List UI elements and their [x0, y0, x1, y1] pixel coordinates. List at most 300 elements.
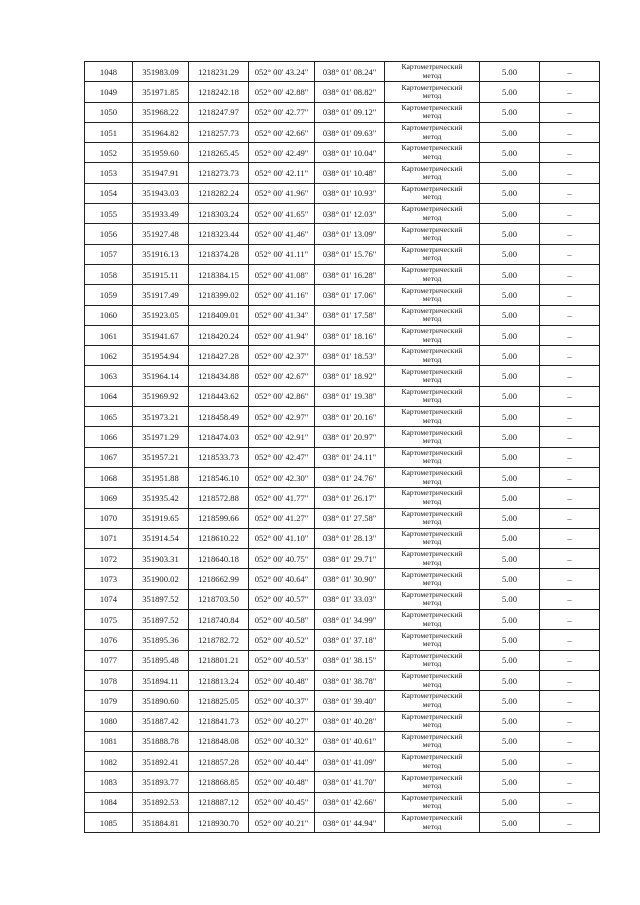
- method-line: метод: [422, 456, 442, 466]
- accuracy-cell: 5.00: [480, 630, 540, 650]
- y-coordinate-cell: 1218813.24: [189, 670, 249, 690]
- latitude-cell: 052° 00' 42.97": [249, 407, 315, 427]
- method-line: Картометрический: [401, 610, 463, 620]
- accuracy-cell: 5.00: [480, 731, 540, 751]
- accuracy-cell: 5.00: [480, 650, 540, 670]
- table-row: [85, 244, 600, 264]
- table-row: [85, 366, 600, 386]
- longitude-cell: 038° 01' 17.58": [315, 305, 385, 325]
- accuracy-cell: 5.00: [480, 447, 540, 467]
- table-row: [85, 82, 600, 102]
- method-cell: [385, 122, 480, 142]
- point-number-cell: 1078: [85, 670, 133, 690]
- point-number-cell: 1077: [85, 650, 133, 670]
- method-cell: [385, 244, 480, 264]
- y-coordinate-cell: 1218303.24: [189, 204, 249, 224]
- point-number-cell: 1067: [85, 447, 133, 467]
- y-coordinate-cell: 1218265.45: [189, 143, 249, 163]
- point-number-cell: 1069: [85, 488, 133, 508]
- table-row: [85, 650, 600, 670]
- point-number-cell: 1070: [85, 508, 133, 528]
- x-coordinate-cell: 351914.54: [133, 528, 189, 548]
- note-cell: –: [540, 62, 600, 82]
- method-line: метод: [422, 598, 442, 608]
- x-coordinate-cell: 351933.49: [133, 204, 189, 224]
- y-coordinate-cell: 1218443.62: [189, 386, 249, 406]
- method-line: Картометрический: [401, 447, 463, 457]
- longitude-cell: 038° 01' 44.94": [315, 812, 385, 832]
- table-row: [85, 731, 600, 751]
- table-row: [85, 549, 600, 569]
- x-coordinate-cell: 351895.48: [133, 650, 189, 670]
- x-coordinate-cell: 351964.14: [133, 366, 189, 386]
- method-line: метод: [422, 801, 442, 811]
- coordinates-table: [84, 61, 600, 833]
- latitude-cell: 052° 00' 41.46": [249, 224, 315, 244]
- method-line: Картометрический: [401, 691, 463, 701]
- method-line: метод: [422, 638, 442, 648]
- accuracy-cell: 5.00: [480, 691, 540, 711]
- latitude-cell: 052° 00' 40.32": [249, 731, 315, 751]
- x-coordinate-cell: 351903.31: [133, 549, 189, 569]
- x-coordinate-cell: 351887.42: [133, 711, 189, 731]
- method-cell: [385, 183, 480, 203]
- method-cell: [385, 488, 480, 508]
- x-coordinate-cell: 351941.67: [133, 325, 189, 345]
- accuracy-cell: 5.00: [480, 772, 540, 792]
- longitude-cell: 038° 01' 37.18": [315, 630, 385, 650]
- method-line: Картометрический: [401, 468, 463, 478]
- x-coordinate-cell: 351893.77: [133, 772, 189, 792]
- method-line: метод: [422, 90, 442, 100]
- method-line: Картометрический: [401, 589, 463, 599]
- x-coordinate-cell: 351919.65: [133, 508, 189, 528]
- method-line: Картометрический: [401, 224, 463, 234]
- method-line: метод: [422, 496, 442, 506]
- longitude-cell: 038° 01' 41.70": [315, 772, 385, 792]
- note-cell: –: [540, 731, 600, 751]
- method-cell: [385, 467, 480, 487]
- x-coordinate-cell: 351915.11: [133, 264, 189, 284]
- point-number-cell: 1071: [85, 528, 133, 548]
- y-coordinate-cell: 1218323.44: [189, 224, 249, 244]
- note-cell: –: [540, 285, 600, 305]
- table-row: [85, 467, 600, 487]
- longitude-cell: 038° 01' 10.93": [315, 183, 385, 203]
- accuracy-cell: 5.00: [480, 670, 540, 690]
- accuracy-cell: 5.00: [480, 711, 540, 731]
- longitude-cell: 038° 01' 10.04": [315, 143, 385, 163]
- method-line: Картометрический: [401, 184, 463, 194]
- method-line: Картометрический: [401, 529, 463, 539]
- point-number-cell: 1057: [85, 244, 133, 264]
- y-coordinate-cell: 1218640.18: [189, 549, 249, 569]
- longitude-cell: 038° 01' 08.24": [315, 62, 385, 82]
- x-coordinate-cell: 351964.82: [133, 122, 189, 142]
- latitude-cell: 052° 00' 40.75": [249, 549, 315, 569]
- note-cell: –: [540, 467, 600, 487]
- accuracy-cell: 5.00: [480, 285, 540, 305]
- point-number-cell: 1064: [85, 386, 133, 406]
- method-cell: [385, 143, 480, 163]
- accuracy-cell: 5.00: [480, 62, 540, 82]
- method-cell: [385, 691, 480, 711]
- point-number-cell: 1052: [85, 143, 133, 163]
- point-number-cell: 1061: [85, 325, 133, 345]
- method-line: метод: [422, 578, 442, 588]
- table-body: [85, 62, 600, 833]
- y-coordinate-cell: 1218930.70: [189, 812, 249, 832]
- table-row: [85, 670, 600, 690]
- method-cell: [385, 407, 480, 427]
- y-coordinate-cell: 1218848.08: [189, 731, 249, 751]
- accuracy-cell: 5.00: [480, 752, 540, 772]
- accuracy-cell: 5.00: [480, 427, 540, 447]
- x-coordinate-cell: 351897.52: [133, 610, 189, 630]
- accuracy-cell: 5.00: [480, 224, 540, 244]
- latitude-cell: 052° 00' 42.88": [249, 82, 315, 102]
- method-line: Картометрический: [401, 427, 463, 437]
- method-line: метод: [422, 659, 442, 669]
- latitude-cell: 052° 00' 42.30": [249, 467, 315, 487]
- method-cell: [385, 812, 480, 832]
- latitude-cell: 052° 00' 40.52": [249, 630, 315, 650]
- accuracy-cell: 5.00: [480, 549, 540, 569]
- method-line: метод: [422, 699, 442, 709]
- method-line: метод: [422, 557, 442, 567]
- note-cell: –: [540, 102, 600, 122]
- latitude-cell: 052° 00' 41.96": [249, 183, 315, 203]
- table-row: [85, 508, 600, 528]
- y-coordinate-cell: 1218610.22: [189, 528, 249, 548]
- note-cell: –: [540, 163, 600, 183]
- method-cell: [385, 792, 480, 812]
- longitude-cell: 038° 01' 29.71": [315, 549, 385, 569]
- latitude-cell: 052° 00' 42.66": [249, 122, 315, 142]
- y-coordinate-cell: 1218703.50: [189, 589, 249, 609]
- method-line: Картометрический: [401, 732, 463, 742]
- x-coordinate-cell: 351916.13: [133, 244, 189, 264]
- latitude-cell: 052° 00' 42.67": [249, 366, 315, 386]
- x-coordinate-cell: 351943.03: [133, 183, 189, 203]
- note-cell: –: [540, 82, 600, 102]
- note-cell: –: [540, 346, 600, 366]
- table-row: [85, 102, 600, 122]
- latitude-cell: 052° 00' 41.77": [249, 488, 315, 508]
- method-cell: [385, 325, 480, 345]
- longitude-cell: 038° 01' 33.03": [315, 589, 385, 609]
- table-row: [85, 711, 600, 731]
- longitude-cell: 038° 01' 30.90": [315, 569, 385, 589]
- y-coordinate-cell: 1218420.24: [189, 325, 249, 345]
- y-coordinate-cell: 1218572.88: [189, 488, 249, 508]
- method-cell: [385, 670, 480, 690]
- accuracy-cell: 5.00: [480, 102, 540, 122]
- y-coordinate-cell: 1218801.21: [189, 650, 249, 670]
- method-line: Картометрический: [401, 163, 463, 173]
- method-cell: [385, 731, 480, 751]
- method-line: Картометрический: [401, 326, 463, 336]
- longitude-cell: 038° 01' 13.09": [315, 224, 385, 244]
- latitude-cell: 052° 00' 42.47": [249, 447, 315, 467]
- point-number-cell: 1058: [85, 264, 133, 284]
- latitude-cell: 052° 00' 42.86": [249, 386, 315, 406]
- method-line: метод: [422, 273, 442, 283]
- longitude-cell: 038° 01' 20.97": [315, 427, 385, 447]
- latitude-cell: 052° 00' 40.45": [249, 792, 315, 812]
- method-cell: [385, 386, 480, 406]
- accuracy-cell: 5.00: [480, 407, 540, 427]
- accuracy-cell: 5.00: [480, 264, 540, 284]
- y-coordinate-cell: 1218399.02: [189, 285, 249, 305]
- latitude-cell: 052° 00' 40.37": [249, 691, 315, 711]
- point-number-cell: 1083: [85, 772, 133, 792]
- table-row: [85, 772, 600, 792]
- method-line: Картометрический: [401, 407, 463, 417]
- note-cell: –: [540, 589, 600, 609]
- point-number-cell: 1063: [85, 366, 133, 386]
- x-coordinate-cell: 351971.29: [133, 427, 189, 447]
- note-cell: –: [540, 427, 600, 447]
- point-number-cell: 1062: [85, 346, 133, 366]
- method-line: Картометрический: [401, 549, 463, 559]
- longitude-cell: 038° 01' 41.09": [315, 752, 385, 772]
- method-line: метод: [422, 192, 442, 202]
- method-line: Картометрический: [401, 346, 463, 356]
- point-number-cell: 1050: [85, 102, 133, 122]
- method-cell: [385, 650, 480, 670]
- latitude-cell: 052° 00' 40.57": [249, 589, 315, 609]
- method-line: метод: [422, 354, 442, 364]
- point-number-cell: 1080: [85, 711, 133, 731]
- method-line: метод: [422, 740, 442, 750]
- accuracy-cell: 5.00: [480, 488, 540, 508]
- note-cell: –: [540, 143, 600, 163]
- accuracy-cell: 5.00: [480, 528, 540, 548]
- latitude-cell: 052° 00' 43.24": [249, 62, 315, 82]
- method-cell: [385, 204, 480, 224]
- latitude-cell: 052° 00' 40.48": [249, 772, 315, 792]
- note-cell: –: [540, 670, 600, 690]
- table-row: [85, 812, 600, 832]
- latitude-cell: 052° 00' 42.77": [249, 102, 315, 122]
- longitude-cell: 038° 01' 26.17": [315, 488, 385, 508]
- method-line: Картометрический: [401, 82, 463, 92]
- accuracy-cell: 5.00: [480, 386, 540, 406]
- point-number-cell: 1072: [85, 549, 133, 569]
- x-coordinate-cell: 351951.88: [133, 467, 189, 487]
- y-coordinate-cell: 1218868.85: [189, 772, 249, 792]
- point-number-cell: 1068: [85, 467, 133, 487]
- x-coordinate-cell: 351957.21: [133, 447, 189, 467]
- y-coordinate-cell: 1218782.72: [189, 630, 249, 650]
- accuracy-cell: 5.00: [480, 305, 540, 325]
- point-number-cell: 1082: [85, 752, 133, 772]
- method-line: метод: [422, 375, 442, 385]
- x-coordinate-cell: 351927.48: [133, 224, 189, 244]
- longitude-cell: 038° 01' 18.92": [315, 366, 385, 386]
- x-coordinate-cell: 351959.60: [133, 143, 189, 163]
- table-row: [85, 62, 600, 82]
- method-line: Картометрический: [401, 62, 463, 72]
- point-number-cell: 1049: [85, 82, 133, 102]
- table-row: [85, 386, 600, 406]
- method-line: метод: [422, 720, 442, 730]
- method-line: Картометрический: [401, 305, 463, 315]
- longitude-cell: 038° 01' 24.76": [315, 467, 385, 487]
- method-line: Картометрический: [401, 569, 463, 579]
- accuracy-cell: 5.00: [480, 122, 540, 142]
- point-number-cell: 1053: [85, 163, 133, 183]
- method-line: метод: [422, 537, 442, 547]
- note-cell: –: [540, 244, 600, 264]
- table-row: [85, 792, 600, 812]
- x-coordinate-cell: 351917.49: [133, 285, 189, 305]
- longitude-cell: 038° 01' 09.63": [315, 122, 385, 142]
- note-cell: –: [540, 386, 600, 406]
- y-coordinate-cell: 1218273.73: [189, 163, 249, 183]
- table-row: [85, 488, 600, 508]
- method-line: метод: [422, 151, 442, 161]
- x-coordinate-cell: 351923.05: [133, 305, 189, 325]
- latitude-cell: 052° 00' 41.08": [249, 264, 315, 284]
- method-cell: [385, 366, 480, 386]
- y-coordinate-cell: 1218434.88: [189, 366, 249, 386]
- point-number-cell: 1073: [85, 569, 133, 589]
- point-number-cell: 1084: [85, 792, 133, 812]
- method-cell: [385, 305, 480, 325]
- method-line: Картометрический: [401, 366, 463, 376]
- method-line: Картометрический: [401, 265, 463, 275]
- longitude-cell: 038° 01' 12.03": [315, 204, 385, 224]
- x-coordinate-cell: 351892.41: [133, 752, 189, 772]
- note-cell: –: [540, 650, 600, 670]
- y-coordinate-cell: 1218257.73: [189, 122, 249, 142]
- method-cell: [385, 346, 480, 366]
- latitude-cell: 052° 00' 40.53": [249, 650, 315, 670]
- note-cell: –: [540, 630, 600, 650]
- longitude-cell: 038° 01' 18.16": [315, 325, 385, 345]
- accuracy-cell: 5.00: [480, 183, 540, 203]
- latitude-cell: 052° 00' 40.64": [249, 569, 315, 589]
- y-coordinate-cell: 1218409.01: [189, 305, 249, 325]
- y-coordinate-cell: 1218740.84: [189, 610, 249, 630]
- method-line: Картометрический: [401, 792, 463, 802]
- longitude-cell: 038° 01' 10.48": [315, 163, 385, 183]
- point-number-cell: 1076: [85, 630, 133, 650]
- method-line: Картометрический: [401, 508, 463, 518]
- latitude-cell: 052° 00' 42.37": [249, 346, 315, 366]
- table-row: [85, 447, 600, 467]
- longitude-cell: 038° 01' 39.40": [315, 691, 385, 711]
- x-coordinate-cell: 351892.53: [133, 792, 189, 812]
- method-line: Картометрический: [401, 102, 463, 112]
- method-cell: [385, 427, 480, 447]
- table-row: [85, 285, 600, 305]
- table-row: [85, 183, 600, 203]
- method-line: метод: [422, 679, 442, 689]
- point-number-cell: 1081: [85, 731, 133, 751]
- method-cell: [385, 285, 480, 305]
- note-cell: –: [540, 569, 600, 589]
- latitude-cell: 052° 00' 40.27": [249, 711, 315, 731]
- method-line: Картометрический: [401, 488, 463, 498]
- longitude-cell: 038° 01' 40.61": [315, 731, 385, 751]
- method-line: метод: [422, 212, 442, 222]
- latitude-cell: 052° 00' 41.65": [249, 204, 315, 224]
- x-coordinate-cell: 351935.42: [133, 488, 189, 508]
- accuracy-cell: 5.00: [480, 325, 540, 345]
- x-coordinate-cell: 351888.78: [133, 731, 189, 751]
- longitude-cell: 038° 01' 42.66": [315, 792, 385, 812]
- note-cell: –: [540, 792, 600, 812]
- longitude-cell: 038° 01' 08.82": [315, 82, 385, 102]
- table-row: [85, 407, 600, 427]
- note-cell: –: [540, 305, 600, 325]
- note-cell: –: [540, 407, 600, 427]
- y-coordinate-cell: 1218662.99: [189, 569, 249, 589]
- longitude-cell: 038° 01' 34.99": [315, 610, 385, 630]
- accuracy-cell: 5.00: [480, 204, 540, 224]
- method-line: метод: [422, 293, 442, 303]
- point-number-cell: 1055: [85, 204, 133, 224]
- note-cell: –: [540, 711, 600, 731]
- longitude-cell: 038° 01' 27.58": [315, 508, 385, 528]
- y-coordinate-cell: 1218474.03: [189, 427, 249, 447]
- point-number-cell: 1059: [85, 285, 133, 305]
- latitude-cell: 052° 00' 42.91": [249, 427, 315, 447]
- latitude-cell: 052° 00' 41.94": [249, 325, 315, 345]
- table-row: [85, 122, 600, 142]
- note-cell: –: [540, 224, 600, 244]
- x-coordinate-cell: 351894.11: [133, 670, 189, 690]
- accuracy-cell: 5.00: [480, 163, 540, 183]
- longitude-cell: 038° 01' 20.16": [315, 407, 385, 427]
- method-line: Картометрический: [401, 386, 463, 396]
- table-row: [85, 528, 600, 548]
- point-number-cell: 1051: [85, 122, 133, 142]
- x-coordinate-cell: 351900.02: [133, 569, 189, 589]
- longitude-cell: 038° 01' 17.06": [315, 285, 385, 305]
- method-cell: [385, 752, 480, 772]
- method-cell: [385, 508, 480, 528]
- point-number-cell: 1048: [85, 62, 133, 82]
- note-cell: –: [540, 366, 600, 386]
- table-row: [85, 691, 600, 711]
- longitude-cell: 038° 01' 15.76": [315, 244, 385, 264]
- y-coordinate-cell: 1218384.15: [189, 264, 249, 284]
- method-line: метод: [422, 334, 442, 344]
- method-line: метод: [422, 517, 442, 527]
- note-cell: –: [540, 447, 600, 467]
- accuracy-cell: 5.00: [480, 508, 540, 528]
- point-number-cell: 1079: [85, 691, 133, 711]
- method-cell: [385, 569, 480, 589]
- longitude-cell: 038° 01' 38.78": [315, 670, 385, 690]
- y-coordinate-cell: 1218242.18: [189, 82, 249, 102]
- method-line: Картометрический: [401, 123, 463, 133]
- method-line: метод: [422, 618, 442, 628]
- x-coordinate-cell: 351897.52: [133, 589, 189, 609]
- x-coordinate-cell: 351971.85: [133, 82, 189, 102]
- method-line: Картометрический: [401, 650, 463, 660]
- accuracy-cell: 5.00: [480, 467, 540, 487]
- y-coordinate-cell: 1218247.97: [189, 102, 249, 122]
- latitude-cell: 052° 00' 41.10": [249, 528, 315, 548]
- y-coordinate-cell: 1218546.10: [189, 467, 249, 487]
- method-line: метод: [422, 253, 442, 263]
- point-number-cell: 1075: [85, 610, 133, 630]
